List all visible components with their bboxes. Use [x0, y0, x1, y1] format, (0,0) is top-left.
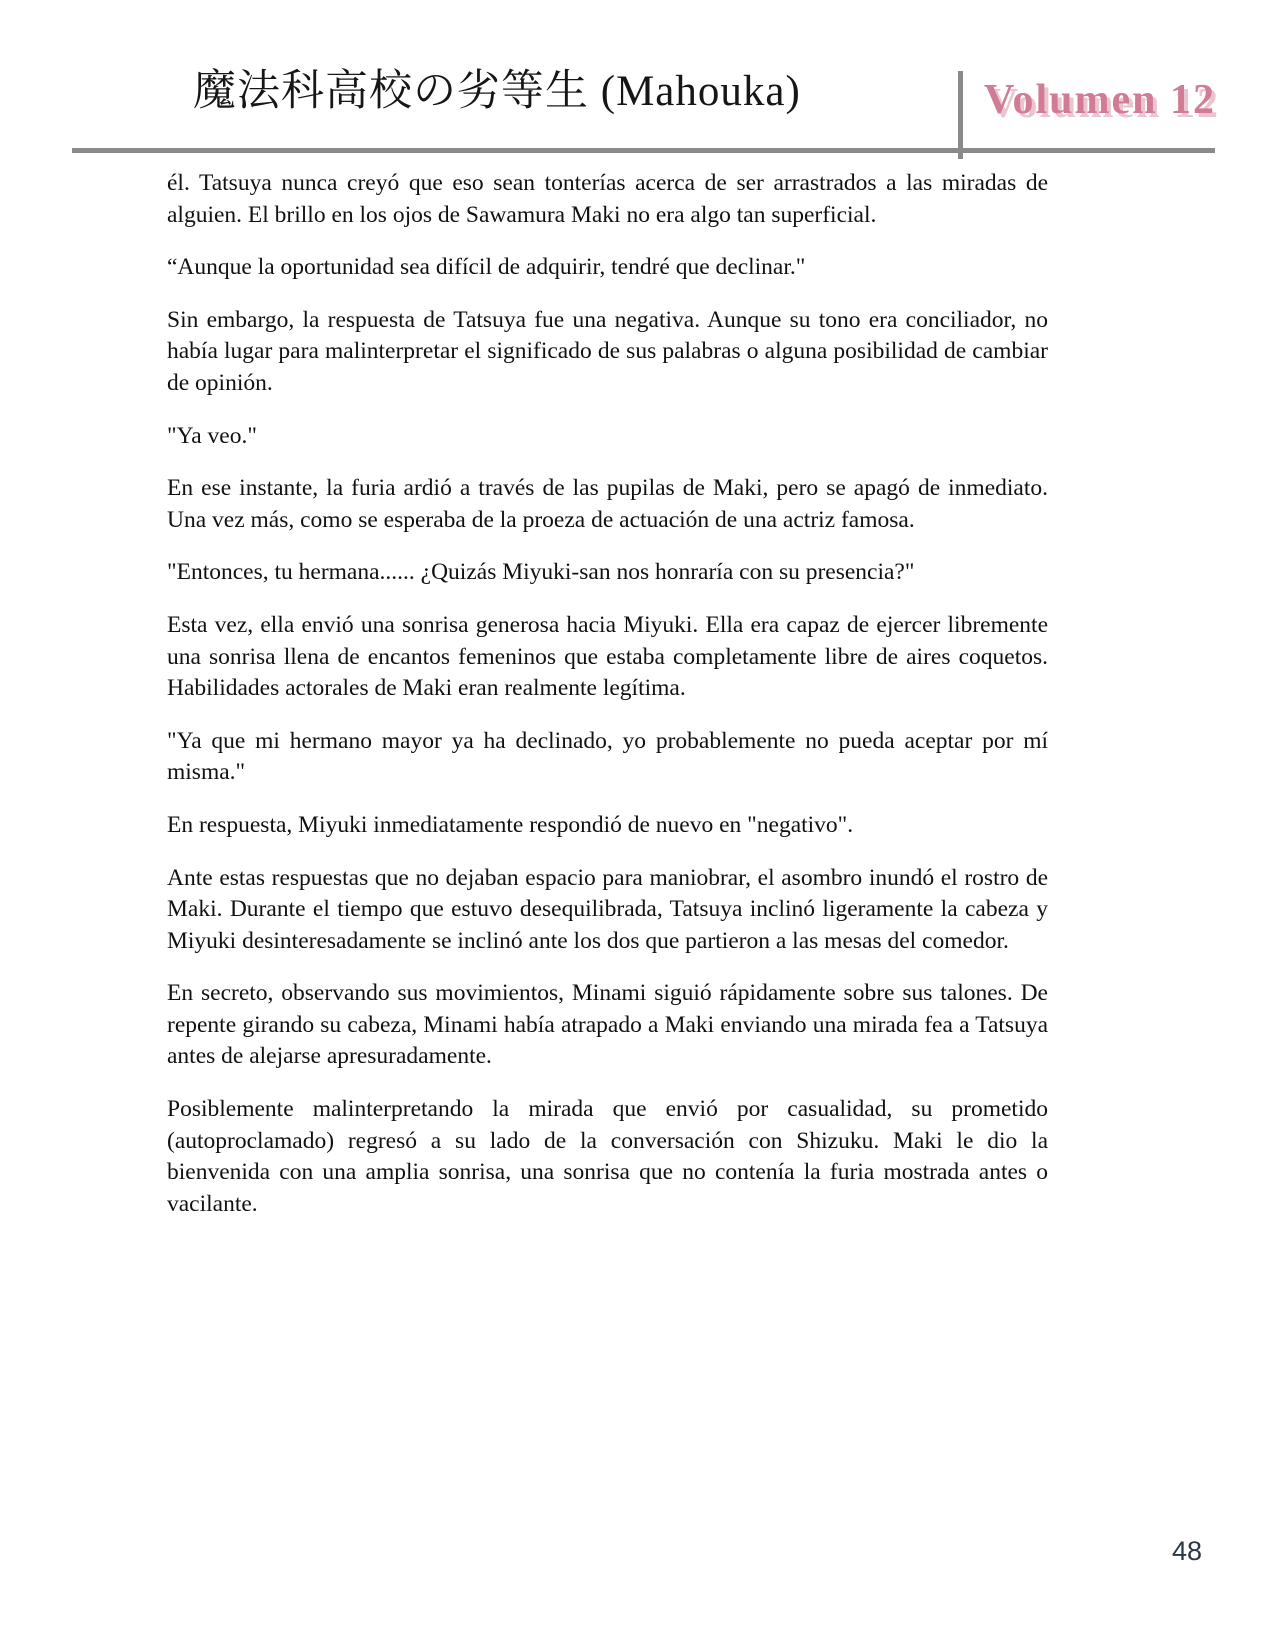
- paragraph: "Ya que mi hermano mayor ya ha declinado, yo probablemente no pueda aceptar por mí misma.": [167, 727, 1048, 786]
- paragraph: Sin embargo, la respuesta de Tatsuya fue una negativa. Aunque su tono era conciliador, no había lugar para malinterpretar el significado de sus palabras o alguna posibilidad de cambiar de opinión.: [167, 306, 1048, 396]
- paragraph: Esta vez, ella envió una sonrisa generosa hacia Miyuki. Ella era capaz de ejercer libremente una sonrisa llena de encantos femeninos que estaba completamente libre de aires coquetos. Habilidades actorales de Maki eran realmente legítima.: [167, 611, 1048, 702]
- paragraph: “Aunque la oportunidad sea difícil de adquirir, tendré que declinar.": [167, 254, 806, 281]
- paragraph: En ese instante, la furia ardió a través de las pupilas de Maki, pero se apagó de inmediato. Una vez más, como se esperaba de la proeza de actuación de una actriz famosa.: [167, 475, 1048, 533]
- page-number: 48: [1172, 1536, 1203, 1566]
- paragraph: Ante estas respuestas que no dejaban espacio para maniobrar, el asombro inundó el rostro de Maki. Durante el tiempo que estuvo desequilibrada, Tatsuya inclinó ligeramente la cabeza y Miyuki desinteresadamente se inclinó ante los dos que partieron a las mesas del comedor.: [167, 864, 1048, 954]
- body-paragraphs: [167, 168, 1048, 1241]
- paragraph: "Entonces, tu hermana...... ¿Quizás Miyuki-san nos honraría con su presencia?": [167, 559, 915, 586]
- header-horizontal-rule: [72, 148, 1215, 153]
- header-vertical-divider: [958, 71, 963, 159]
- paragraph: Posiblemente malinterpretando la mirada que envió por casualidad, su prometido (autoproclamado) regresó a su lado de la conversación con Shizuku. Maki le dio la bienvenida con una amplia sonrisa, una sonrisa que no contenía la furia mostrada antes o vacilante.: [167, 1096, 1048, 1217]
- paragraph: En secreto, observando sus movimientos, Minami siguió rápidamente sobre sus talones. De repente girando su cabeza, Minami había atrapado a Maki enviando una mirada fea a Tatsuya antes de alejarse apresuradamente.: [167, 980, 1048, 1070]
- paragraph: "Ya veo.": [167, 422, 257, 449]
- volume-label: Volumen 12: [984, 77, 1216, 123]
- paragraph: él. Tatsuya nunca creyó que eso sean tonterías acerca de ser arrastrados a las miradas de alguien. El brillo en los ojos de Sawamura Maki no era algo tan superficial.: [167, 170, 1048, 228]
- page-header-title: 魔法科高校の劣等生 (Mahouka): [193, 68, 801, 115]
- paragraph: En respuesta, Miyuki inmediatamente respondió de nuevo en "negativo".: [167, 811, 854, 838]
